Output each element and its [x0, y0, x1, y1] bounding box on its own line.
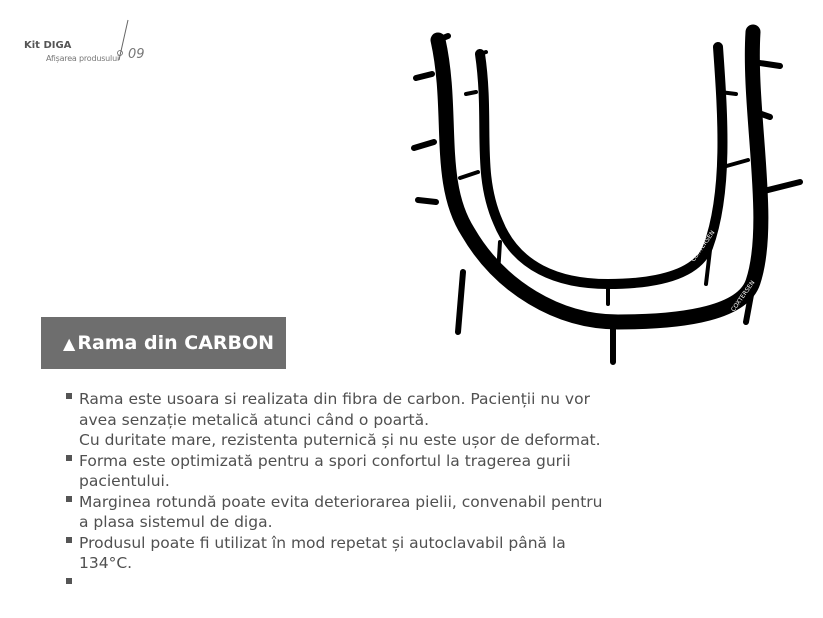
carbon-frame-inner	[460, 47, 748, 304]
header-title: Kit DIGA	[24, 40, 72, 51]
bullet-square-icon	[66, 496, 72, 502]
section-title: Rama din CARBON	[77, 332, 275, 354]
list-item	[66, 533, 686, 574]
bullet-square-icon	[66, 455, 72, 461]
bullet-square-icon	[66, 578, 72, 584]
page-number: 09	[128, 47, 145, 62]
list-item-line: 134°C.	[79, 554, 133, 572]
section-header-band	[41, 317, 286, 369]
list-item-line: pacientului.	[79, 472, 170, 490]
list-item	[66, 389, 686, 451]
carbon-frame-outer	[414, 32, 800, 362]
list-item-line: Cu duritate mare, rezistenta puternică și nu este ușor de deformat.	[79, 431, 601, 449]
list-item-empty	[66, 574, 686, 594]
svg-text:COXTERSEN: COXTERSEN	[689, 229, 717, 264]
bullet-square-icon	[66, 537, 72, 543]
list-item-line: Produsul poate fi utilizat în mod repetat și autoclavabil până la	[79, 533, 566, 552]
list-item-line: a plasa sistemul de diga.	[79, 513, 273, 531]
triangle-up-icon: ▲	[63, 333, 76, 353]
bullet-square-icon	[66, 393, 72, 399]
header-subtitle: Afișarea produsului	[46, 54, 119, 63]
list-item-line: avea senzație metalică atunci când o poartă.	[79, 410, 430, 429]
carbon-frame-image	[408, 22, 808, 367]
list-item	[66, 451, 686, 492]
list-item-line: Forma este optimizată pentru a spori confortul la tragerea gurii	[79, 451, 571, 470]
list-item-line: Rama este usoara si realizata din fibra de carbon. Pacienții nu vor	[79, 390, 590, 408]
list-item-line: Marginea rotundă poate evita deteriorarea pielii, convenabil pentru	[79, 492, 603, 511]
svg-text:COXTERSEN: COXTERSEN	[729, 279, 757, 314]
feature-list	[66, 389, 686, 594]
list-item	[66, 492, 686, 533]
